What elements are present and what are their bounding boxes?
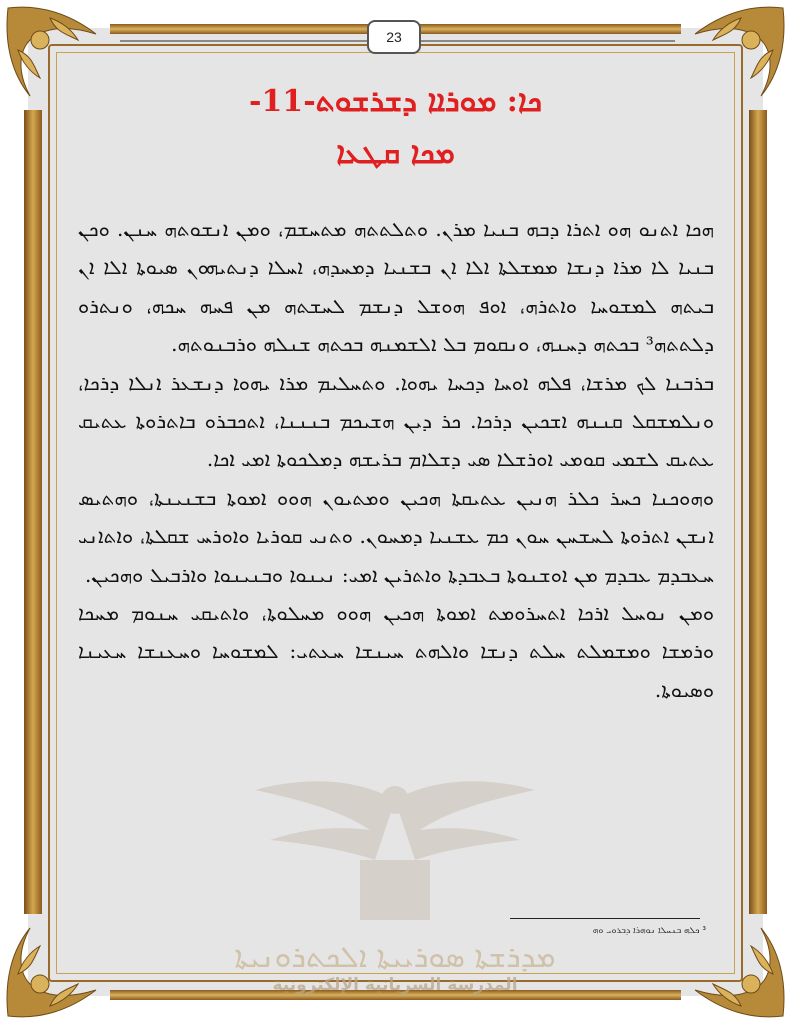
frame-right-border — [749, 110, 767, 914]
paragraph: ܘܡܢ ܢܘܚܠ ܐܪܟܐ ܐܬܚܪܘܡܬ ܐܡܘܬܐ ܗܟܝܢ ܗܘܘ ܡܚܠܘܬܐ، ܘܐܬܝܩܝ ܚܢܘܡ ܡܚܟܐ ܘܪܡܫܐ ܘܡܫܡܠܬ ܚܠܬ ܕܢܫܐ ܘܐܠܗܬ ܚܝܢܫܐ ܚܥܬܝ: ܠܡܫܘܚܐ ܘܚܥܢܫܐ ܚܥܝܢܐ ܘܣܝܘܬܐ. — [78, 601, 714, 702]
paragraph: ܗܟܐ ܐܬܢܘ ܗܘ ܐܬܪܐ ܕܒܗ ܒܢܝܐ ܡܪܢ. ܘܬܠܬܬܗ ܡܬܚܫܡ، ܘܡܢ ܐܢܫܘܬܗ ܚܢܢ. ܘܟܢ ܒܢܝܐ ܠܐ ܡܪܐ ܕܢܫܐ ܡܡܫܠܬܐ ܐܠܐ ܐܢ ܒܫܢܝܐ ܕܡܚܕܗ، ܐܚܠܐ ܕܢܬܝܗܘܢ ܣܝܘܬܐ ܐܠܐ ܐܢ ܒܝܬܗ ܠܡܫܘܚܐ ܘܐܬܪܗ، ܐܘܦ ܗܘܫܠ ܕܢܫܡ ܠܚܫܬܗ ܡܢ ܦܚܗ ܚܟܗ، ܘܢܬܪܘ ܕܠܬܬܗ³ ܒܟܬܗ ܕܚܢܗ، ܘܢܩܘܡ ܒܠ ܐܠܫܡܢܗ ܒܟܬܗ ܫܢܠܗ ܘܪܒܢܘܬܗ. — [78, 217, 714, 357]
footnote-rule — [510, 918, 700, 919]
footnote: ³ ܟܠܗ ܒܢܚܠܐ ܢܘܗܪܐ ܕܒܪܘܝ ܘܗ — [592, 926, 706, 936]
ornament-corner-icon — [0, 914, 110, 1024]
lesson-subtitle: ܡܟܐ ܩܛܥܐ — [336, 136, 455, 171]
winged-emblem-icon — [250, 760, 540, 930]
frame-left-border — [24, 110, 42, 914]
watermark-arabic-text: المدرسة السريانية الإلكترونية — [272, 975, 518, 995]
paragraph: ܒܪܒܢܐ ܠܟ ܡܪܫܐ، ܦܠܗ ܐܘܚܐ ܕܟܚܐ ܝܗܘܐ. ܘܬܚܠܝܡ ܡܪܐ ܝܗܘܐ ܕܢܫܥܪ ܐܢܠܐ ܕܪܟܐ، ܘܢܠܡܫܩܠ ܩܢܢܗ ܐܫܟܝܢ ܕܪܟܐ. ܟܪ ܕܝܢ ܗܫܝܟܡ ܒܢܢܢܐ، ܐܬܟܒܪܘ ܒܐܬܪܘܬܐ ܥܬܝܩ ܥܬܝܩ ܠܫܡܝ ܩܘܡܝ ܐܘܪܫܠܐ ܣܝ ܕܫܠܐܡ ܒܪܝܫܗ ܕܡܠܟܘܬܐ ܐܡܝ ܐܟܐ. — [78, 370, 714, 472]
lesson-title: ܟܐ: ܡܘܪܐܐ ܕܫܪܫܘܬ-11- — [248, 84, 543, 119]
page-number: 23 — [386, 29, 402, 45]
paragraph: ܘܗܘܟܢܐ ܟܚܪ ܟܠܪ ܗܢܝܢ ܥܬܝܩܬܐ ܗܟܝܢ ܘܡܬܝܘܢ ܗܘܘ ܐܡܘܬܐ ܒܫܢܝܢܬܐ، ܘܗܬܝܣ ܐܢܫܢ ܐܬܪܘܬܐ ܠܚܫܚܢ ܚܘܢ ܟܡ ܥܫܢܝܐ ܕܡܚܘܢ. ܘܬܢܝ ܩܘܪܝܐ ܘܐܘܪܚ ܫܩܠܬܐ، ܘܐܬܐܢܝ ܚܥܒܕܡ ܥܒܕܡ ܡܢ ܐܘܫܢܘܬܐ ܒܥܒܕܬܐ ܘܐܬܪܝܢ ܐܡܝ: ܢܝܢܘܐ ܘܒܢܝܢܘܐ ܘܐܪܒܝܠ ܘܗܟܝܢ. — [78, 485, 714, 587]
body-text — [78, 210, 714, 709]
page-number-box — [367, 20, 421, 54]
watermark-syriac-text: ܡܕܪܫܬܐ ܣܘܪܝܝܬܐ ܐܠܟܬܪܘܢܝܬܐ — [234, 940, 556, 975]
